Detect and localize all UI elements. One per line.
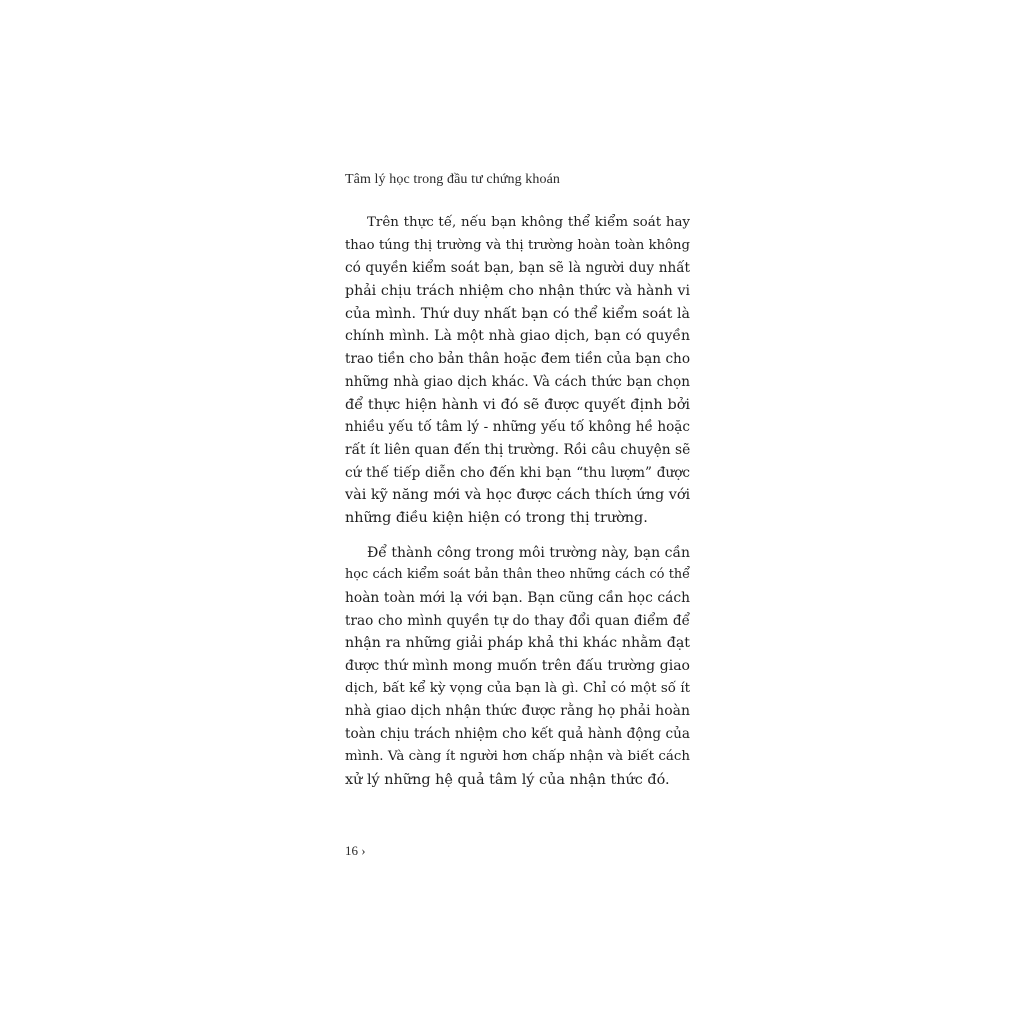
text-line: nhà giao dịch nhận thức được rằng họ phải hoàn <box>345 703 690 720</box>
text-line: có quyền kiểm soát bạn, bạn sẽ là người duy nhất <box>345 260 690 277</box>
text-line: xử lý những hệ quả tâm lý của nhận thức đó. <box>345 771 670 788</box>
text-line: toàn chịu trách nhiệm cho kết quả hành động của <box>345 726 690 743</box>
text-line: rất ít liên quan đến thị trường. Rồi câu chuyện sẽ <box>345 441 691 458</box>
text-line: phải chịu trách nhiệm cho nhận thức và hành vi <box>345 283 690 300</box>
paragraph-2 <box>345 542 690 792</box>
text-line: mình. Và càng ít người hơn chấp nhận và biết cách <box>345 748 690 764</box>
text-line: trao tiền cho bản thân hoặc đem tiền của bạn cho <box>345 351 690 368</box>
text-line: trao cho mình quyền tự do thay đổi quan điểm để <box>345 612 690 629</box>
text-line: vài kỹ năng mới và học được cách thích ứng với <box>345 487 691 504</box>
text-line: cứ thế tiếp diễn cho đến khi bạn “thu lượm” được <box>345 464 690 481</box>
text-line: nhận ra những giải pháp khả thi khác nhằm đạt <box>345 635 690 652</box>
text-line: những nhà giao dịch khác. Và cách thức bạn chọn <box>345 373 690 390</box>
running-header: Tâm lý học trong đầu tư chứng khoán <box>345 172 561 187</box>
text-line: hoàn toàn mới lạ với bạn. Bạn cũng cần học cách <box>345 590 690 606</box>
text-line: của mình. Thứ duy nhất bạn có thể kiểm soát là <box>345 305 690 322</box>
text-line: nhiều yếu tố tâm lý - những yếu tố không hề hoặc <box>345 419 690 436</box>
text-line: chính mình. Là một nhà giao dịch, bạn có quyền <box>345 328 690 345</box>
page-number: 16 › <box>345 843 366 858</box>
paragraph-spacer <box>345 530 690 542</box>
text-line: dịch, bất kể kỳ vọng của bạn là gì. Chỉ có một số ít <box>345 680 690 696</box>
text-line: những điều kiện hiện có trong thị trường. <box>345 509 648 526</box>
text-line: thao túng thị trường và thị trường hoàn toàn không <box>345 237 690 253</box>
text-line: để thực hiện hành vi đó sẽ được quyết định bởi <box>345 396 690 413</box>
text-line: Để thành công trong môi trường này, bạn cần <box>367 544 691 561</box>
body-text <box>345 212 690 791</box>
text-line: Trên thực tế, nếu bạn không thể kiểm soát hay <box>367 215 690 230</box>
text-line: học cách kiểm soát bản thân theo những cách có thể <box>345 567 690 583</box>
paragraph-1 <box>345 212 690 530</box>
text-line: được thứ mình mong muốn trên đấu trường giao <box>345 658 690 675</box>
